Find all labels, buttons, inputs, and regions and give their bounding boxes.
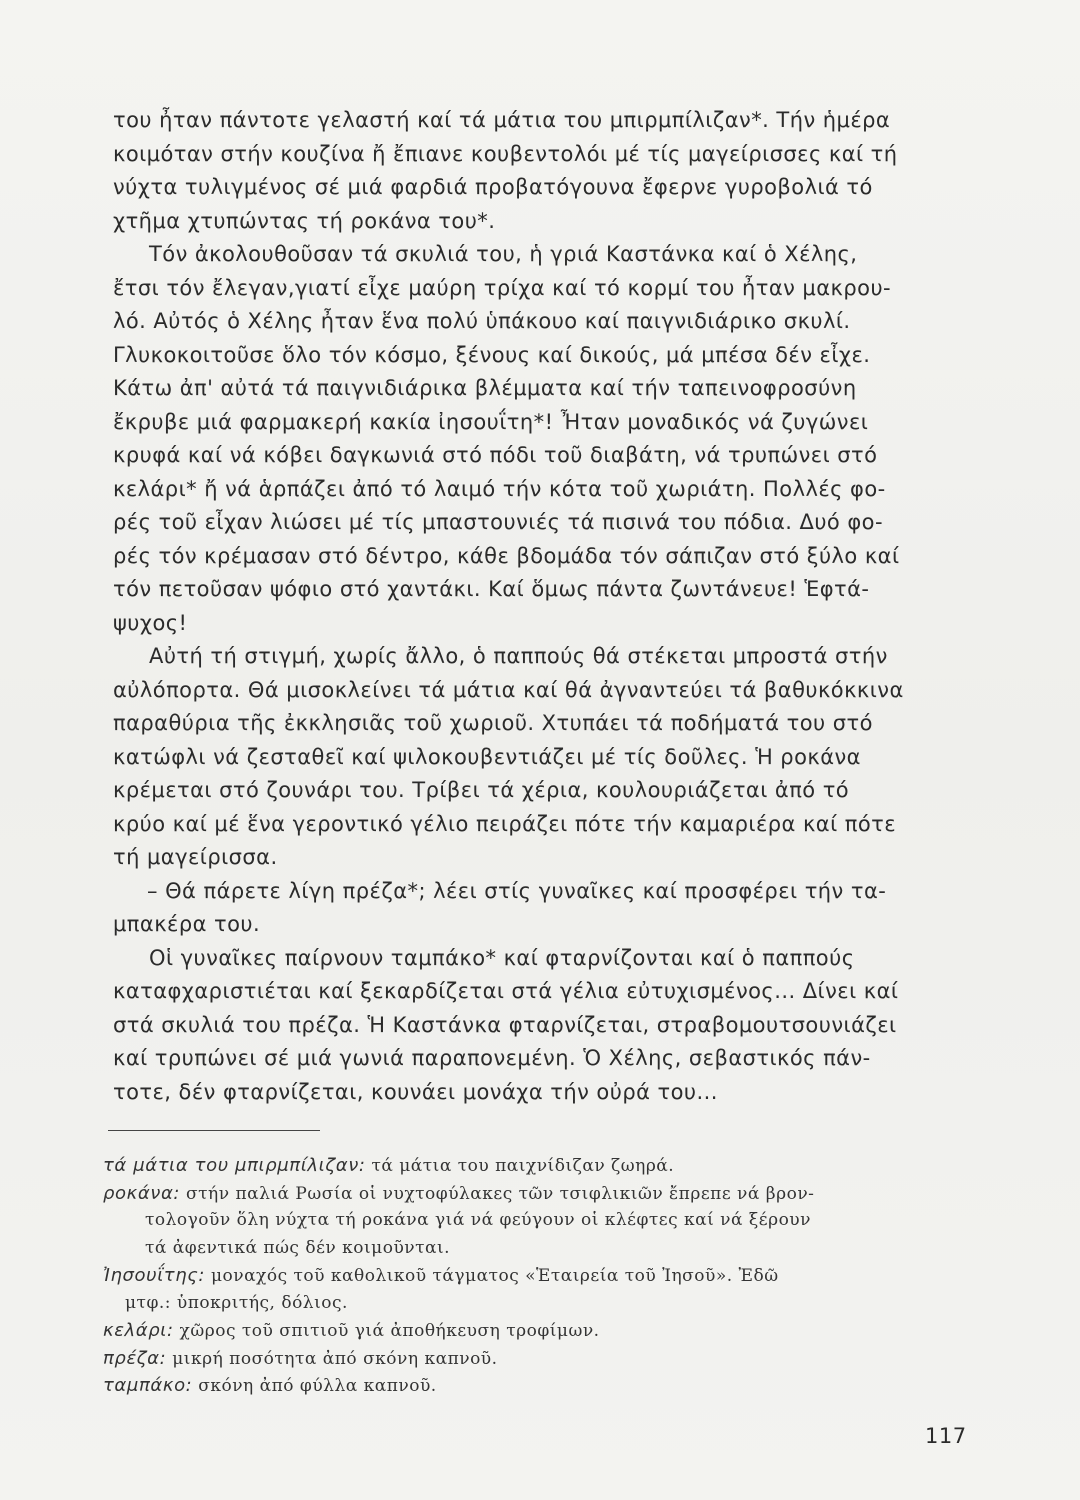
footnote-term: κελάρι: xyxy=(103,1320,174,1341)
text-line: Αὐτή τή στιγμή, χωρίς ἄλλο, ὁ παππούς θά στέκεται μπροστά στήν xyxy=(149,644,888,668)
text-line: κοιμόταν στήν κουζίνα ἤ ἔπιανε κουβεντολόι μέ τίς μαγείρισσες καί τή xyxy=(113,141,898,166)
text-line: καταφχαριστιέται καί ξεκαρδίζεται στά γέλια εὐτυχισμένος... Δίνει καί xyxy=(113,979,899,1003)
footnote xyxy=(103,1345,983,1373)
footnote xyxy=(103,1262,983,1290)
footnote-text: μικρή ποσότητα ἀπό σκόνη καπνοῦ. xyxy=(172,1348,498,1369)
footnote-continuation: τά ἀφεντικά πώς δέν κοιμοῦνται. xyxy=(145,1237,451,1258)
text-line: ρές τόν κρέμασαν στό δέντρο, κάθε βδομάδα τόν σάπιζαν στό ξύλο καί xyxy=(113,543,900,568)
text-line: Κάτω ἀπ' αὐτά τά παιγνιδιάρικα βλέμματα καί τήν ταπεινοφροσύνη xyxy=(113,376,857,400)
text-line: ἔτσι τόν ἔλεγαν,γιατί εἶχε μαύρη τρίχα καί τό κορμί του ἦταν μακρου- xyxy=(113,275,892,300)
text-line: νύχτα τυλιγμένος σέ μιά φαρδιά προβατόγουνα ἔφερνε γυροβολιά τό xyxy=(113,175,873,199)
footnote-term: πρέζα: xyxy=(103,1347,167,1369)
footnotes xyxy=(103,1152,983,1400)
body-text xyxy=(113,104,973,1109)
text-line: στά σκυλιά του πρέζα. Ἡ Καστάνκα φταρνίζεται, στραβομουτσουνιάζει xyxy=(113,1012,897,1037)
text-line: κρυφά καί νά κόβει δαγκωνιά στό πόδι τοῦ διαβάτη, νά τρυπώνει στό xyxy=(113,443,878,467)
footnote-continuation: μτφ.: ὑποκριτής, δόλιος. xyxy=(125,1292,348,1313)
text-line: κατώφλι νά ζεσταθεῖ καί ψιλοκουβεντιάζει μέ τίς δοῦλες. Ἡ ροκάνα xyxy=(113,744,861,769)
text-line: Τόν ἀκολουθοῦσαν τά σκυλιά του, ἡ γριά Καστάνκα καί ὁ Χέλης, xyxy=(149,242,858,266)
text-line: τή μαγείρισσα. xyxy=(113,845,278,869)
footnote-term: Ἰησουΐτης: xyxy=(103,1265,206,1286)
footnote-continuation: τολογοῦν ὅλη νύχτα τή ροκάνα γιά νά φεύγουν οἱ κλέφτες καί νά ξέρουν xyxy=(145,1210,811,1230)
text-line: Γλυκοκοιτοῦσε ὅλο τόν κόσμο, ξένους καί δικούς, μά μπέσα δέν εἶχε. xyxy=(113,342,871,367)
text-line: λό. Αὐτός ὁ Χέλης ἦταν ἕνα πολύ ὑπάκουο καί παιγνιδιάρικο σκυλί. xyxy=(113,309,851,333)
text-line: ρές τοῦ εἶχαν λιώσει μέ τίς μπαστουνιές τά πισινά του πόδια. Δυό φο- xyxy=(113,510,883,534)
footnote-text: χῶρος τοῦ σπιτιοῦ γιά ἀποθήκευση τροφίμων. xyxy=(179,1321,600,1341)
footnote-term: ταμπάκο: xyxy=(103,1375,193,1396)
text-line: χτῆμα χτυπώντας τή ροκάνα του*. xyxy=(113,208,496,233)
text-line: τόν πετοῦσαν ψόφιο στό χαντάκι. Καί ὅμως πάντα ζωντάνευε! Ἑφτά- xyxy=(113,577,870,601)
text-line: ψυχος! xyxy=(113,610,188,635)
footnote xyxy=(103,1372,983,1400)
text-line: κρύο καί μέ ἕνα γεροντικό γέλιο πειράζει πότε τήν καμαριέρα καί πότε xyxy=(113,811,897,836)
footnote xyxy=(103,1152,983,1180)
text-line: τοτε, δέν φταρνίζεται, κουνάει μονάχα τήν οὐρά του... xyxy=(113,1079,718,1104)
footnote-term: ροκάνα: xyxy=(103,1182,181,1204)
page-number: 117 xyxy=(925,1424,967,1448)
text-line: ἔκρυβε μιά φαρμακερή κακία ἰησουΐτη*! Ἦταν μοναδικός νά ζυγώνει xyxy=(113,409,869,434)
text-line: κρέμεται στό ζουνάρι του. Τρίβει τά χέρια, κουλουριάζεται ἀπό τό xyxy=(113,778,850,802)
text-line: καί τρυπώνει σέ μιά γωνιά παραπονεμένη. Ὁ Χέλης, σεβαστικός πάν- xyxy=(113,1046,871,1070)
footnote-divider xyxy=(108,1130,320,1131)
footnote-text: σκόνη ἀπό φύλλα καπνοῦ. xyxy=(198,1376,437,1396)
footnote-term: τά μάτια του μπιρμπίλιζαν: xyxy=(103,1155,366,1176)
text-line: παραθύρια τῆς ἐκκλησιᾶς τοῦ χωριοῦ. Χτυπάει τά ποδήματά του στό xyxy=(113,711,873,735)
footnote-text: μοναχός τοῦ καθολικοῦ τάγματος «Ἑταιρεία τοῦ Ἰησοῦ». Ἐδῶ xyxy=(210,1266,779,1286)
footnote-text: στήν παλιά Ρωσία οἱ νυχτοφύλακες τῶν τσιφλικιῶν ἔπρεπε νά βρον- xyxy=(186,1183,815,1204)
text-line: Οἱ γυναῖκες παίρνουν ταμπάκο* καί φταρνίζονται καί ὁ παππούς xyxy=(149,945,855,970)
footnote xyxy=(103,1180,983,1208)
footnote-text: τά μάτια του παιχνίδιζαν ζωηρά. xyxy=(371,1156,675,1176)
text-line: μπακέρα του. xyxy=(113,912,261,936)
text-line: αὐλόπορτα. Θά μισοκλείνει τά μάτια καί θά ἀγναντεύει τά βαθυκόκκινα xyxy=(113,677,904,702)
footnote xyxy=(103,1317,983,1345)
text-line: – Θά πάρετε λίγη πρέζα*; λέει στίς γυναῖκες καί προσφέρει τήν τα- xyxy=(147,878,887,903)
text-line: κελάρι* ἤ νά ἁρπάζει ἀπό τό λαιμό τήν κότα τοῦ χωριάτη. Πολλές φο- xyxy=(113,476,886,501)
text-line: του ἦταν πάντοτε γελαστή καί τά μάτια του μπιρμπίλιζαν*. Τήν ἡμέρα xyxy=(113,108,891,132)
